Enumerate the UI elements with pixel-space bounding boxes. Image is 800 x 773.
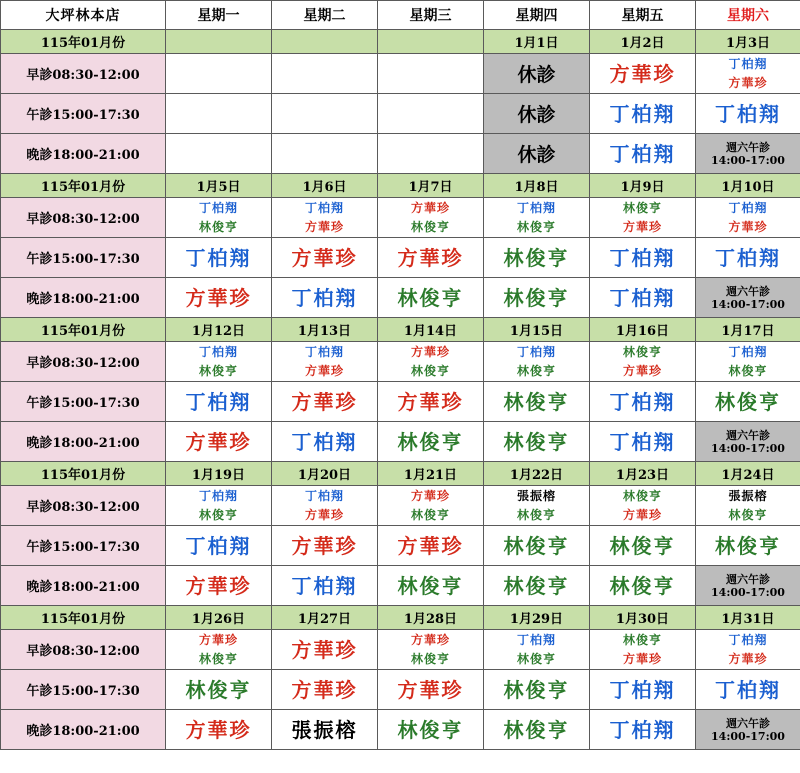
- doctor-name: 林俊亨: [397, 717, 464, 742]
- doctor-name: 林俊亨: [397, 573, 464, 598]
- doctor-name: 林俊亨: [410, 363, 450, 378]
- doctor-cell: [378, 54, 484, 94]
- doctor-name: 丁柏翔: [728, 632, 768, 647]
- session-row: [1, 54, 800, 94]
- session-row: [1, 486, 800, 526]
- session-row: [1, 630, 800, 670]
- month-date-row: [1, 174, 800, 198]
- doctor-cell: [272, 566, 378, 606]
- weekday-header-row: [1, 1, 800, 30]
- saturday-note-line: 週六午診: [726, 716, 770, 730]
- month-date-row: [1, 318, 800, 342]
- doctor-name: 方華珍: [185, 717, 252, 742]
- saturday-hours-note: [696, 134, 800, 174]
- doctor-name: 方華珍: [622, 651, 662, 666]
- doctor-name: 林俊亨: [503, 245, 570, 270]
- doctor-name: 張振榕: [516, 488, 556, 503]
- doctor-name: 丁柏翔: [185, 533, 252, 558]
- date-cell: 1月21日: [378, 462, 484, 486]
- doctor-name: 方華珍: [622, 363, 662, 378]
- doctor-cell: [166, 238, 272, 278]
- doctor-name: 丁柏翔: [609, 429, 676, 454]
- doctor-name: 方華珍: [622, 219, 662, 234]
- doctor-name: 丁柏翔: [198, 344, 238, 359]
- session-time-label: 早診08:30-12:00: [1, 486, 166, 526]
- month-label: 115年01月份: [1, 174, 166, 198]
- doctor-cell: [484, 526, 590, 566]
- date-cell: 1月7日: [378, 174, 484, 198]
- session-time-label: 早診08:30-12:00: [1, 54, 166, 94]
- date-cell: 1月27日: [272, 606, 378, 630]
- doctor-cell: [166, 94, 272, 134]
- doctor-cell: [378, 198, 484, 238]
- date-cell: 1月17日: [696, 318, 800, 342]
- doctor-cell: [590, 238, 696, 278]
- doctor-cell: [590, 198, 696, 238]
- doctor-name: 林俊亨: [198, 507, 238, 522]
- doctor-name: 林俊亨: [503, 573, 570, 598]
- session-time-label: 午診15:00-17:30: [1, 94, 166, 134]
- doctor-cell: [166, 198, 272, 238]
- saturday-hours-note: [696, 422, 800, 462]
- weekday-header: 星期四: [484, 1, 590, 30]
- doctor-name: 方華珍: [291, 637, 358, 662]
- saturday-note-line: 週六午診: [726, 140, 770, 154]
- doctor-name: 丁柏翔: [609, 245, 676, 270]
- doctor-name: 丁柏翔: [291, 285, 358, 310]
- session-row: [1, 134, 800, 174]
- session-time-label: 早診08:30-12:00: [1, 342, 166, 382]
- month-label: 115年01月份: [1, 462, 166, 486]
- doctor-cell: [484, 198, 590, 238]
- doctor-name: 方華珍: [410, 200, 450, 215]
- doctor-cell: [272, 422, 378, 462]
- doctor-cell: [378, 342, 484, 382]
- doctor-name: 林俊亨: [397, 285, 464, 310]
- schedule-body: [1, 1, 800, 750]
- doctor-cell: [166, 630, 272, 670]
- doctor-cell: [166, 710, 272, 750]
- doctor-cell: [590, 486, 696, 526]
- doctor-name: 丁柏翔: [304, 344, 344, 359]
- session-row: [1, 566, 800, 606]
- date-cell: 1月8日: [484, 174, 590, 198]
- doctor-name: 林俊亨: [516, 651, 556, 666]
- session-time-label: 午診15:00-17:30: [1, 382, 166, 422]
- saturday-hours-note: [696, 566, 800, 606]
- doctor-name: 丁柏翔: [728, 200, 768, 215]
- session-time-label: 晚診18:00-21:00: [1, 278, 166, 318]
- doctor-name: 丁柏翔: [185, 245, 252, 270]
- doctor-name: 林俊亨: [622, 344, 662, 359]
- doctor-cell: [484, 382, 590, 422]
- session-time-label: 早診08:30-12:00: [1, 198, 166, 238]
- doctor-cell: [696, 630, 800, 670]
- doctor-cell: [378, 134, 484, 174]
- doctor-name: 丁柏翔: [728, 56, 768, 71]
- session-row: [1, 382, 800, 422]
- doctor-cell: [272, 198, 378, 238]
- doctor-cell: [378, 278, 484, 318]
- doctor-cell: [590, 566, 696, 606]
- doctor-name: 方華珍: [410, 488, 450, 503]
- doctor-cell: [484, 710, 590, 750]
- doctor-cell: [590, 526, 696, 566]
- doctor-name: 林俊亨: [198, 651, 238, 666]
- doctor-name: 丁柏翔: [198, 200, 238, 215]
- date-cell: 1月15日: [484, 318, 590, 342]
- doctor-cell: [166, 566, 272, 606]
- doctor-cell: [378, 670, 484, 710]
- date-cell: 1月29日: [484, 606, 590, 630]
- saturday-note-line: 14:00-17:00: [711, 585, 785, 599]
- doctor-cell: [378, 526, 484, 566]
- doctor-cell: [590, 134, 696, 174]
- date-cell: 1月23日: [590, 462, 696, 486]
- date-cell: 1月10日: [696, 174, 800, 198]
- doctor-cell: [696, 670, 800, 710]
- doctor-name: 林俊亨: [503, 429, 570, 454]
- weekday-header: 星期五: [590, 1, 696, 30]
- doctor-cell: [696, 526, 800, 566]
- doctor-name: 張振榕: [291, 717, 358, 742]
- doctor-cell: [272, 486, 378, 526]
- session-time-label: 午診15:00-17:30: [1, 526, 166, 566]
- saturday-note-line: 14:00-17:00: [711, 297, 785, 311]
- weekday-header: 星期一: [166, 1, 272, 30]
- doctor-cell: [166, 278, 272, 318]
- doctor-cell: [378, 94, 484, 134]
- doctor-cell: [272, 342, 378, 382]
- doctor-cell: [166, 342, 272, 382]
- weekday-header: 星期六: [696, 1, 800, 30]
- session-time-label: 午診15:00-17:30: [1, 670, 166, 710]
- doctor-cell: [484, 238, 590, 278]
- doctor-cell: [484, 566, 590, 606]
- doctor-cell: [696, 342, 800, 382]
- doctor-name: 方華珍: [397, 245, 464, 270]
- saturday-note-line: 14:00-17:00: [711, 153, 785, 167]
- doctor-name: 方華珍: [304, 363, 344, 378]
- doctor-name: 丁柏翔: [185, 389, 252, 414]
- doctor-name: 方華珍: [291, 677, 358, 702]
- session-row: [1, 94, 800, 134]
- date-cell: 1月1日: [484, 30, 590, 54]
- doctor-cell: [378, 382, 484, 422]
- doctor-cell: [378, 422, 484, 462]
- weekday-header: 星期二: [272, 1, 378, 30]
- doctor-name: 丁柏翔: [715, 245, 781, 270]
- date-cell: 1月26日: [166, 606, 272, 630]
- doctor-name: 林俊亨: [198, 219, 238, 234]
- doctor-name: 丁柏翔: [609, 141, 676, 166]
- doctor-name: 方華珍: [397, 533, 464, 558]
- session-row: [1, 238, 800, 278]
- doctor-name: 方華珍: [622, 507, 662, 522]
- doctor-name: 丁柏翔: [516, 344, 556, 359]
- doctor-name: 方華珍: [397, 677, 464, 702]
- doctor-cell: [590, 630, 696, 670]
- doctor-name: 方華珍: [185, 429, 252, 454]
- doctor-name: 方華珍: [198, 632, 238, 647]
- doctor-name: 林俊亨: [397, 429, 464, 454]
- doctor-cell: [378, 710, 484, 750]
- date-cell: [272, 30, 378, 54]
- session-time-label: 午診15:00-17:30: [1, 238, 166, 278]
- date-cell: 1月16日: [590, 318, 696, 342]
- doctor-name: 丁柏翔: [304, 200, 344, 215]
- date-cell: 1月22日: [484, 462, 590, 486]
- doctor-cell: [484, 278, 590, 318]
- date-cell: 1月3日: [696, 30, 800, 54]
- doctor-name: 林俊亨: [503, 533, 570, 558]
- doctor-name: 丁柏翔: [609, 285, 676, 310]
- doctor-name: 林俊亨: [516, 507, 556, 522]
- doctor-name: 林俊亨: [728, 363, 768, 378]
- date-cell: 1月14日: [378, 318, 484, 342]
- doctor-cell: [590, 422, 696, 462]
- doctor-name: 方華珍: [291, 533, 358, 558]
- doctor-name: 方華珍: [291, 389, 358, 414]
- doctor-name: 林俊亨: [728, 507, 768, 522]
- doctor-name: 林俊亨: [715, 533, 781, 558]
- doctor-name: 林俊亨: [410, 651, 450, 666]
- doctor-name: 方華珍: [410, 344, 450, 359]
- doctor-cell: [272, 382, 378, 422]
- doctor-name: 方華珍: [728, 219, 768, 234]
- session-row: [1, 670, 800, 710]
- doctor-name: 方華珍: [728, 75, 768, 90]
- doctor-name: 林俊亨: [516, 219, 556, 234]
- closed-cell: 休診: [484, 134, 590, 174]
- doctor-cell: [272, 238, 378, 278]
- doctor-name: 丁柏翔: [715, 101, 781, 126]
- doctor-name: 林俊亨: [715, 389, 781, 414]
- doctor-name: 方華珍: [304, 507, 344, 522]
- doctor-cell: [166, 422, 272, 462]
- doctor-name: 丁柏翔: [516, 632, 556, 647]
- doctor-cell: [696, 94, 800, 134]
- doctor-cell: [378, 486, 484, 526]
- session-row: [1, 342, 800, 382]
- doctor-cell: [484, 342, 590, 382]
- doctor-name: 林俊亨: [185, 677, 252, 702]
- doctor-cell: [166, 134, 272, 174]
- doctor-name: 丁柏翔: [609, 717, 676, 742]
- saturday-note-line: 14:00-17:00: [711, 441, 785, 455]
- date-cell: 1月13日: [272, 318, 378, 342]
- doctor-name: 林俊亨: [609, 533, 676, 558]
- doctor-cell: [484, 630, 590, 670]
- doctor-name: 丁柏翔: [198, 488, 238, 503]
- doctor-cell: [590, 710, 696, 750]
- doctor-cell: [272, 94, 378, 134]
- doctor-cell: [378, 630, 484, 670]
- doctor-name: 方華珍: [410, 632, 450, 647]
- doctor-name: 方華珍: [728, 651, 768, 666]
- doctor-cell: [696, 486, 800, 526]
- doctor-name: 丁柏翔: [516, 200, 556, 215]
- session-row: [1, 710, 800, 750]
- doctor-cell: [272, 710, 378, 750]
- doctor-name: 方華珍: [609, 61, 676, 86]
- saturday-hours-note: [696, 710, 800, 750]
- doctor-name: 林俊亨: [410, 219, 450, 234]
- doctor-name: 方華珍: [397, 389, 464, 414]
- date-cell: 1月24日: [696, 462, 800, 486]
- doctor-cell: [696, 238, 800, 278]
- date-cell: 1月19日: [166, 462, 272, 486]
- doctor-cell: [272, 278, 378, 318]
- doctor-cell: [590, 94, 696, 134]
- month-label: 115年01月份: [1, 606, 166, 630]
- doctor-cell: [166, 526, 272, 566]
- doctor-cell: [272, 670, 378, 710]
- date-cell: 1月6日: [272, 174, 378, 198]
- doctor-cell: [484, 422, 590, 462]
- doctor-cell: [696, 54, 800, 94]
- saturday-note-line: 週六午診: [726, 284, 770, 298]
- date-cell: 1月5日: [166, 174, 272, 198]
- doctor-cell: [166, 382, 272, 422]
- date-cell: 1月12日: [166, 318, 272, 342]
- doctor-name: 丁柏翔: [728, 344, 768, 359]
- doctor-name: 林俊亨: [198, 363, 238, 378]
- doctor-name: 林俊亨: [609, 573, 676, 598]
- doctor-name: 林俊亨: [503, 285, 570, 310]
- session-row: [1, 278, 800, 318]
- doctor-name: 張振榕: [728, 488, 768, 503]
- doctor-name: 林俊亨: [503, 717, 570, 742]
- doctor-cell: [272, 134, 378, 174]
- month-date-row: [1, 30, 800, 54]
- doctor-cell: [590, 342, 696, 382]
- doctor-name: 丁柏翔: [291, 429, 358, 454]
- doctor-cell: [484, 670, 590, 710]
- session-row: [1, 198, 800, 238]
- doctor-name: 林俊亨: [410, 507, 450, 522]
- doctor-cell: [272, 54, 378, 94]
- store-name: 大坪林本店: [1, 1, 166, 30]
- doctor-name: 方華珍: [185, 285, 252, 310]
- doctor-cell: [378, 566, 484, 606]
- date-cell: 1月30日: [590, 606, 696, 630]
- date-cell: 1月28日: [378, 606, 484, 630]
- session-time-label: 早診08:30-12:00: [1, 630, 166, 670]
- closed-cell: 休診: [484, 54, 590, 94]
- date-cell: 1月9日: [590, 174, 696, 198]
- doctor-name: 方華珍: [304, 219, 344, 234]
- doctor-name: 丁柏翔: [609, 101, 676, 126]
- doctor-cell: [378, 238, 484, 278]
- doctor-name: 林俊亨: [622, 488, 662, 503]
- month-label: 115年01月份: [1, 30, 166, 54]
- saturday-note-line: 14:00-17:00: [711, 729, 785, 743]
- doctor-name: 丁柏翔: [715, 677, 781, 702]
- month-label: 115年01月份: [1, 318, 166, 342]
- doctor-name: 林俊亨: [622, 200, 662, 215]
- doctor-name: 方華珍: [185, 573, 252, 598]
- doctor-name: 丁柏翔: [304, 488, 344, 503]
- doctor-name: 丁柏翔: [609, 389, 676, 414]
- date-cell: [378, 30, 484, 54]
- doctor-cell: [166, 54, 272, 94]
- doctor-cell: [590, 54, 696, 94]
- session-time-label: 晚診18:00-21:00: [1, 566, 166, 606]
- doctor-cell: [272, 630, 378, 670]
- date-cell: 1月20日: [272, 462, 378, 486]
- doctor-cell: [166, 486, 272, 526]
- doctor-cell: [166, 670, 272, 710]
- weekday-header: 星期三: [378, 1, 484, 30]
- doctor-name: 林俊亨: [622, 632, 662, 647]
- session-row: [1, 422, 800, 462]
- saturday-note-line: 週六午診: [726, 572, 770, 586]
- doctor-cell: [484, 486, 590, 526]
- doctor-cell: [696, 382, 800, 422]
- saturday-hours-note: [696, 278, 800, 318]
- doctor-name: 方華珍: [291, 245, 358, 270]
- doctor-cell: [696, 198, 800, 238]
- doctor-name: 林俊亨: [516, 363, 556, 378]
- session-time-label: 晚診18:00-21:00: [1, 134, 166, 174]
- month-date-row: [1, 606, 800, 630]
- doctor-name: 丁柏翔: [609, 677, 676, 702]
- date-cell: 1月2日: [590, 30, 696, 54]
- date-cell: [166, 30, 272, 54]
- doctor-name: 林俊亨: [503, 389, 570, 414]
- doctor-cell: [590, 278, 696, 318]
- month-date-row: [1, 462, 800, 486]
- doctor-name: 林俊亨: [503, 677, 570, 702]
- session-row: [1, 526, 800, 566]
- doctor-cell: [590, 382, 696, 422]
- session-time-label: 晚診18:00-21:00: [1, 710, 166, 750]
- saturday-note-line: 週六午診: [726, 428, 770, 442]
- doctor-cell: [590, 670, 696, 710]
- doctor-cell: [272, 526, 378, 566]
- session-time-label: 晚診18:00-21:00: [1, 422, 166, 462]
- date-cell: 1月31日: [696, 606, 800, 630]
- closed-cell: 休診: [484, 94, 590, 134]
- doctor-name: 丁柏翔: [291, 573, 358, 598]
